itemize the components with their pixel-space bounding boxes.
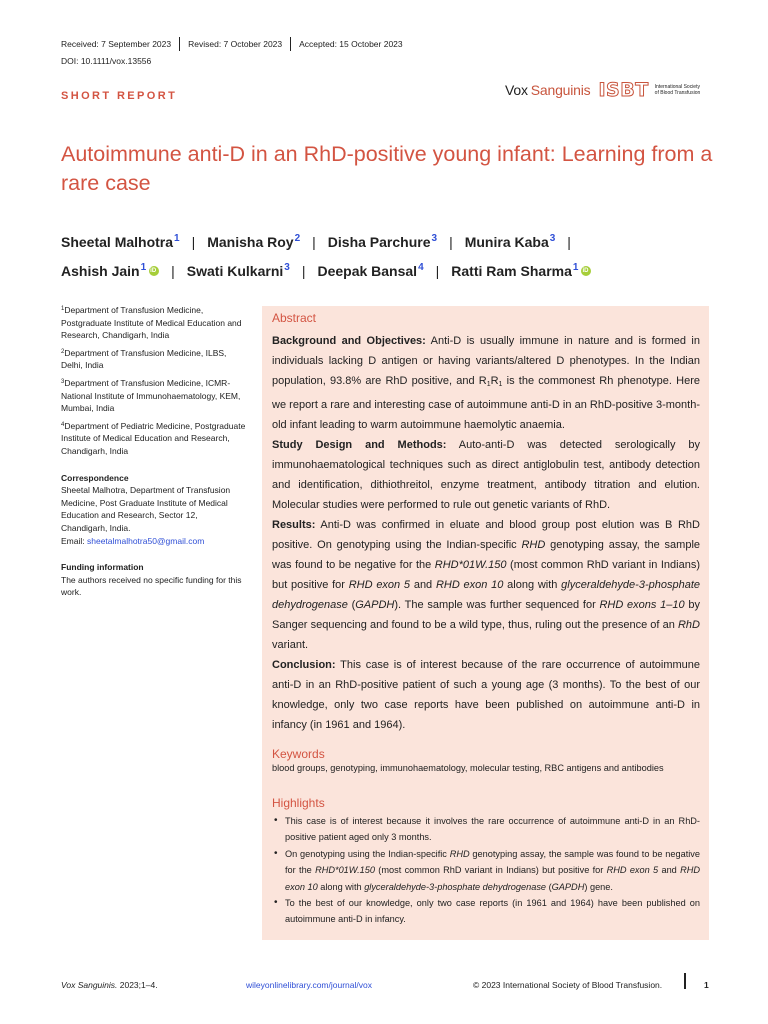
author[interactable]: Munira Kaba$^3$ xyxy=(464,233,556,250)
publication-dates xyxy=(61,37,403,51)
author[interactable]: Manisha Roy$^2$ xyxy=(207,233,301,250)
author[interactable]: Ashish Jain$^1$iD xyxy=(61,263,159,279)
journal-logo xyxy=(505,78,711,102)
isbt-logo-text: International Society of Blood Transfusion xyxy=(654,84,701,96)
funding-heading: Funding information xyxy=(61,562,144,573)
author[interactable]: Ratti Ram Sharma$^1$iD xyxy=(451,263,591,279)
author-separator: | xyxy=(567,234,571,250)
highlights-heading: Highlights xyxy=(272,796,325,810)
author[interactable]: Swati Kulkarni$^3$ xyxy=(186,262,290,279)
funding-text: The authors received no specific funding for this work. xyxy=(61,574,242,598)
correspondence-email: Email: sheetalmalhotra50@gmail.com xyxy=(61,535,205,546)
highlight-item: • This case is of interest because it involves the rare occurrence of autoimmune anti-D in an RhD-positive patient aged only 3 months. xyxy=(272,813,700,846)
author-list xyxy=(61,226,701,284)
author-separator: | xyxy=(312,234,316,250)
journal-url-link[interactable]: wileyonlinelibrary.com/journal/vox xyxy=(246,980,372,990)
highlight-item: • To the best of our knowledge, only two case reports (in 1961 and 1964) have been published on autoimmune anti-D in infancy. xyxy=(272,895,700,928)
abstract-conclusion: Conclusion: This case is of interest because of the rare occurrence of autoimmune anti-D in an RhD-positive patient of such a young age (3 months). To the best of our knowledge, only two case reports have been published on autoimmune anti-D in infancy (in 1961 and 1964). xyxy=(272,659,700,731)
journal-citation: Vox Sanguinis. 2023;1–4. xyxy=(61,980,158,990)
keywords-heading: Keywords xyxy=(272,747,325,761)
correspondence-text: Sheetal Malhotra, Department of Transfusion Medicine, Post Graduate Institute of Medical Education and Research, Sector 12, Chandigarh, India. xyxy=(61,485,231,533)
isbt-logo-icon: ISBT xyxy=(598,79,649,101)
highlight-item: • On genotyping using the Indian-specific RHD genotyping assay, the sample was found to be negative for the RHD*01W.150 (most common RhD variant in Indians) but positive for RHD exon 5 and RHD exon 10 along with glyceraldehyde-3-phosphate dehydrogenase (GAPDH) gene. xyxy=(272,846,700,895)
author-separator: | xyxy=(171,263,175,279)
logo-sanguinis: Sanguinis xyxy=(530,82,591,98)
article-type: SHORT REPORT xyxy=(61,90,178,102)
abstract-results: Results: Anti-D was confirmed in eluate and blood group post elution was B RhD positive. On genotyping using the Indian-specific RHD genotyping assay, the sample was found to be negative for the RHD*01W.150 (most common RhD variant in Indians) but positive for RHD exon 5 and RHD exon 10 along with glyceraldehyde-3-phosphate dehydrogenase (GAPDH). The sample was further sequenced for RHD exons 1–10 by Sanger sequencing and found to be a wild type, thus, ruling out the presence of an RhD variant. xyxy=(272,519,700,651)
orcid-icon[interactable] xyxy=(149,266,159,276)
keywords-text: blood groups, genotyping, immunohaematology, molecular testing, RBC antigens and antibodies xyxy=(272,763,664,773)
author[interactable]: Deepak Bansal$^4$ xyxy=(317,262,424,279)
affiliation: $^3$Department of Transfusion Medicine, ICMR-National Institute of Immunohaematology, KEM, Mumbai, India xyxy=(61,377,241,414)
author[interactable]: Disha Parchure$^3$ xyxy=(327,233,438,250)
affiliation: $^4$Department of Pediatric Medicine, Postgraduate Institute of Medical Education and Research, Chandigarh, India xyxy=(61,420,246,456)
affiliation: $^1$Department of Transfusion Medicine, Postgraduate Institute of Medical Education and Research, Chandigarh, India xyxy=(61,305,242,341)
doi[interactable]: DOI: 10.1111/vox.13556 xyxy=(61,56,152,66)
email-link[interactable]: sheetalmalhotra50@gmail.com xyxy=(86,535,205,546)
author-separator: | xyxy=(301,263,306,279)
date-divider xyxy=(290,37,291,51)
received-date: Received: 7 September 2023 xyxy=(61,39,172,49)
side-info xyxy=(61,303,246,599)
orcid-icon[interactable] xyxy=(581,266,591,276)
abstract-background: Background and Objectives: Anti-D is usually immune in nature and is formed in individuals lacking D antigen or having variants/altered D phenotypes. In the Indian population, 93.8% are RhD positive, and $R_1R_1$ is the commonest Rh phenotype. Here we report a rare and interesting case of autoimmune anti-D in an RhD-positive 3-month-old infant leading to warm autoimmune haemolytic anaemia. xyxy=(272,335,700,431)
article-title: Autoimmune anti-D in an RhD-positive young infant: Learning from a rare case xyxy=(61,142,713,195)
logo-vox: Vox xyxy=(505,82,528,98)
copyright: © 2023 International Society of Blood Transfusion. xyxy=(473,980,663,990)
page-number: 1 xyxy=(704,980,709,990)
abstract-box xyxy=(262,306,709,940)
correspondence-heading: Correspondence xyxy=(61,472,129,483)
affiliation: $^2$Department of Transfusion Medicine, ILBS, Delhi, India xyxy=(61,347,227,371)
footer-divider xyxy=(684,973,686,989)
abstract-heading: Abstract xyxy=(272,311,317,325)
revised-date: Revised: 7 October 2023 xyxy=(188,39,283,49)
author-separator: | xyxy=(191,234,196,250)
author-separator: | xyxy=(435,263,440,279)
date-divider xyxy=(179,37,180,51)
abstract-study-design: Study Design and Methods: Auto-anti-D was detected serologically by immunohaematological techniques such as direct antiglobulin test, antibody detection and identification, dithiothreitol, enzyme treatment, antibody titration and elution. Molecular studies were performed to rule out genetic variants of RhD. xyxy=(272,439,701,511)
author[interactable]: Sheetal Malhotra$^1$ xyxy=(61,233,180,250)
accepted-date: Accepted: 15 October 2023 xyxy=(299,39,403,49)
highlights-list xyxy=(272,813,700,928)
author-separator: | xyxy=(449,234,453,250)
